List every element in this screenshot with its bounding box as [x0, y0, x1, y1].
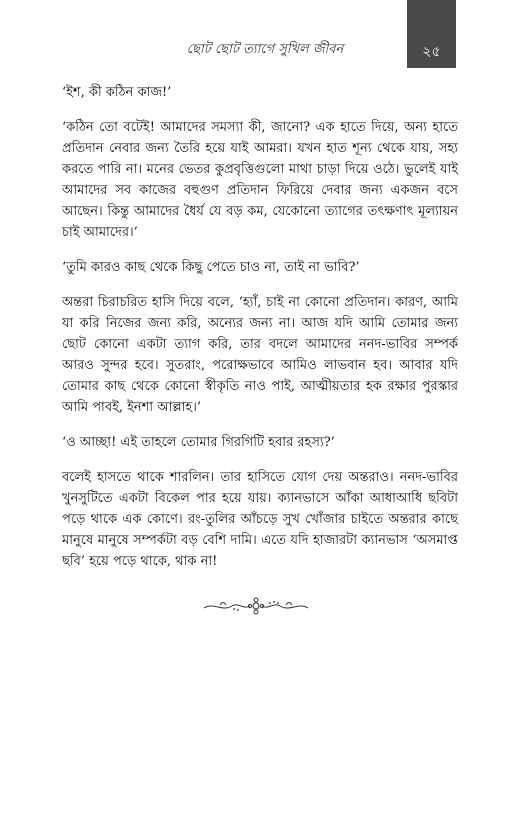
page-header: [0, 0, 528, 68]
paragraph-closing: বলেই হাসতে থাকে শারলিন। তার হাসিতে যোগ দেয় অন্তরাও। ননদ-ভাবির খুনসুটিতে একটা বিকেল পার হয়ে যায়। ক্যানভাসে আঁকা আধাআধি ছবিটা পড়ে থাকে এক কোণে। রং-তুলির আঁচড়ে সুখ খোঁজার চাইতে অন্তরার কাছে মানুষে মানুষে সম্পর্কটা বড় বেশি দামি। এতে যদি হাজারটা ক্যানভাস ‘অসমাপ্ত ছবি’ হয়ে পড়ে থাকে, থাক না!: [62, 470, 458, 569]
paragraph-reply: ‘কঠিন তো বটেই! আমাদের সমস্যা কী, জানো? এক হাতে দিয়ে, অন্য হাতে প্রতিদান নেবার জন্য তৈরি হয়ে যাই আমরা। যখন হাত শূন্য থেকে যায়, সহ্য করতে পারি না। মনের ভেতর কুপ্রবৃত্তিগুলো মাথা চাড়া দিয়ে ওঠে। ভুলেই যাই আমাদের সব কাজের বহুগুণ প্রতিদান ফিরিয়ে দেবার জন্য একজন বসে আছেন। কিন্তু আমাদের ধৈর্য যে বড় কম, যেকোনো ত্যাগের তৎক্ষণাৎ মূল্যায়ন চাই আমাদের।’: [62, 120, 458, 240]
paragraph-explanation: অন্তরা চিরাচরিত হাসি দিয়ে বলে, ‘হ্যাঁ, চাই না কোনো প্রতিদান। কারণ, আমি যা করি নিজের জন্য করি, অন্যের জন্য না। আজ যদি আমি তোমার জন্য ছোট কোনো একটা ত্যাগ করি, তার বদলে আমাদের ননদ-ভাবির সম্পর্ক আরও সুন্দর হবে। সুতরাং, পরোক্ষভাবে আমিও লাভবান হব। আবার যদি তোমার কাছ থেকে কোনো স্বীকৃতি নাও পাই, আত্মীয়তার হক রক্ষার পুরস্কার আমি পাবই, ইনশা আল্লাহ।’: [62, 295, 458, 415]
paragraph-realization: ‘ও আচ্ছা! এই তাহলে তোমার গিরগিটি হবার রহস্য?’: [62, 435, 335, 450]
floral-divider-icon: [200, 596, 312, 616]
page-number: ২৫: [422, 44, 441, 60]
running-title: ছোট ছোট ত্যাগে সুখিল জীবন: [186, 42, 344, 57]
paragraph-question: ‘তুমি কারও কাছ থেকে কিছু পেতে চাও না, তাই না ভাবি?’: [62, 260, 360, 275]
page-body: [62, 82, 458, 586]
paragraph-exclamation: ‘ইশ, কী কঠিন কাজ!’: [62, 85, 172, 100]
page-number-box: [407, 0, 456, 68]
